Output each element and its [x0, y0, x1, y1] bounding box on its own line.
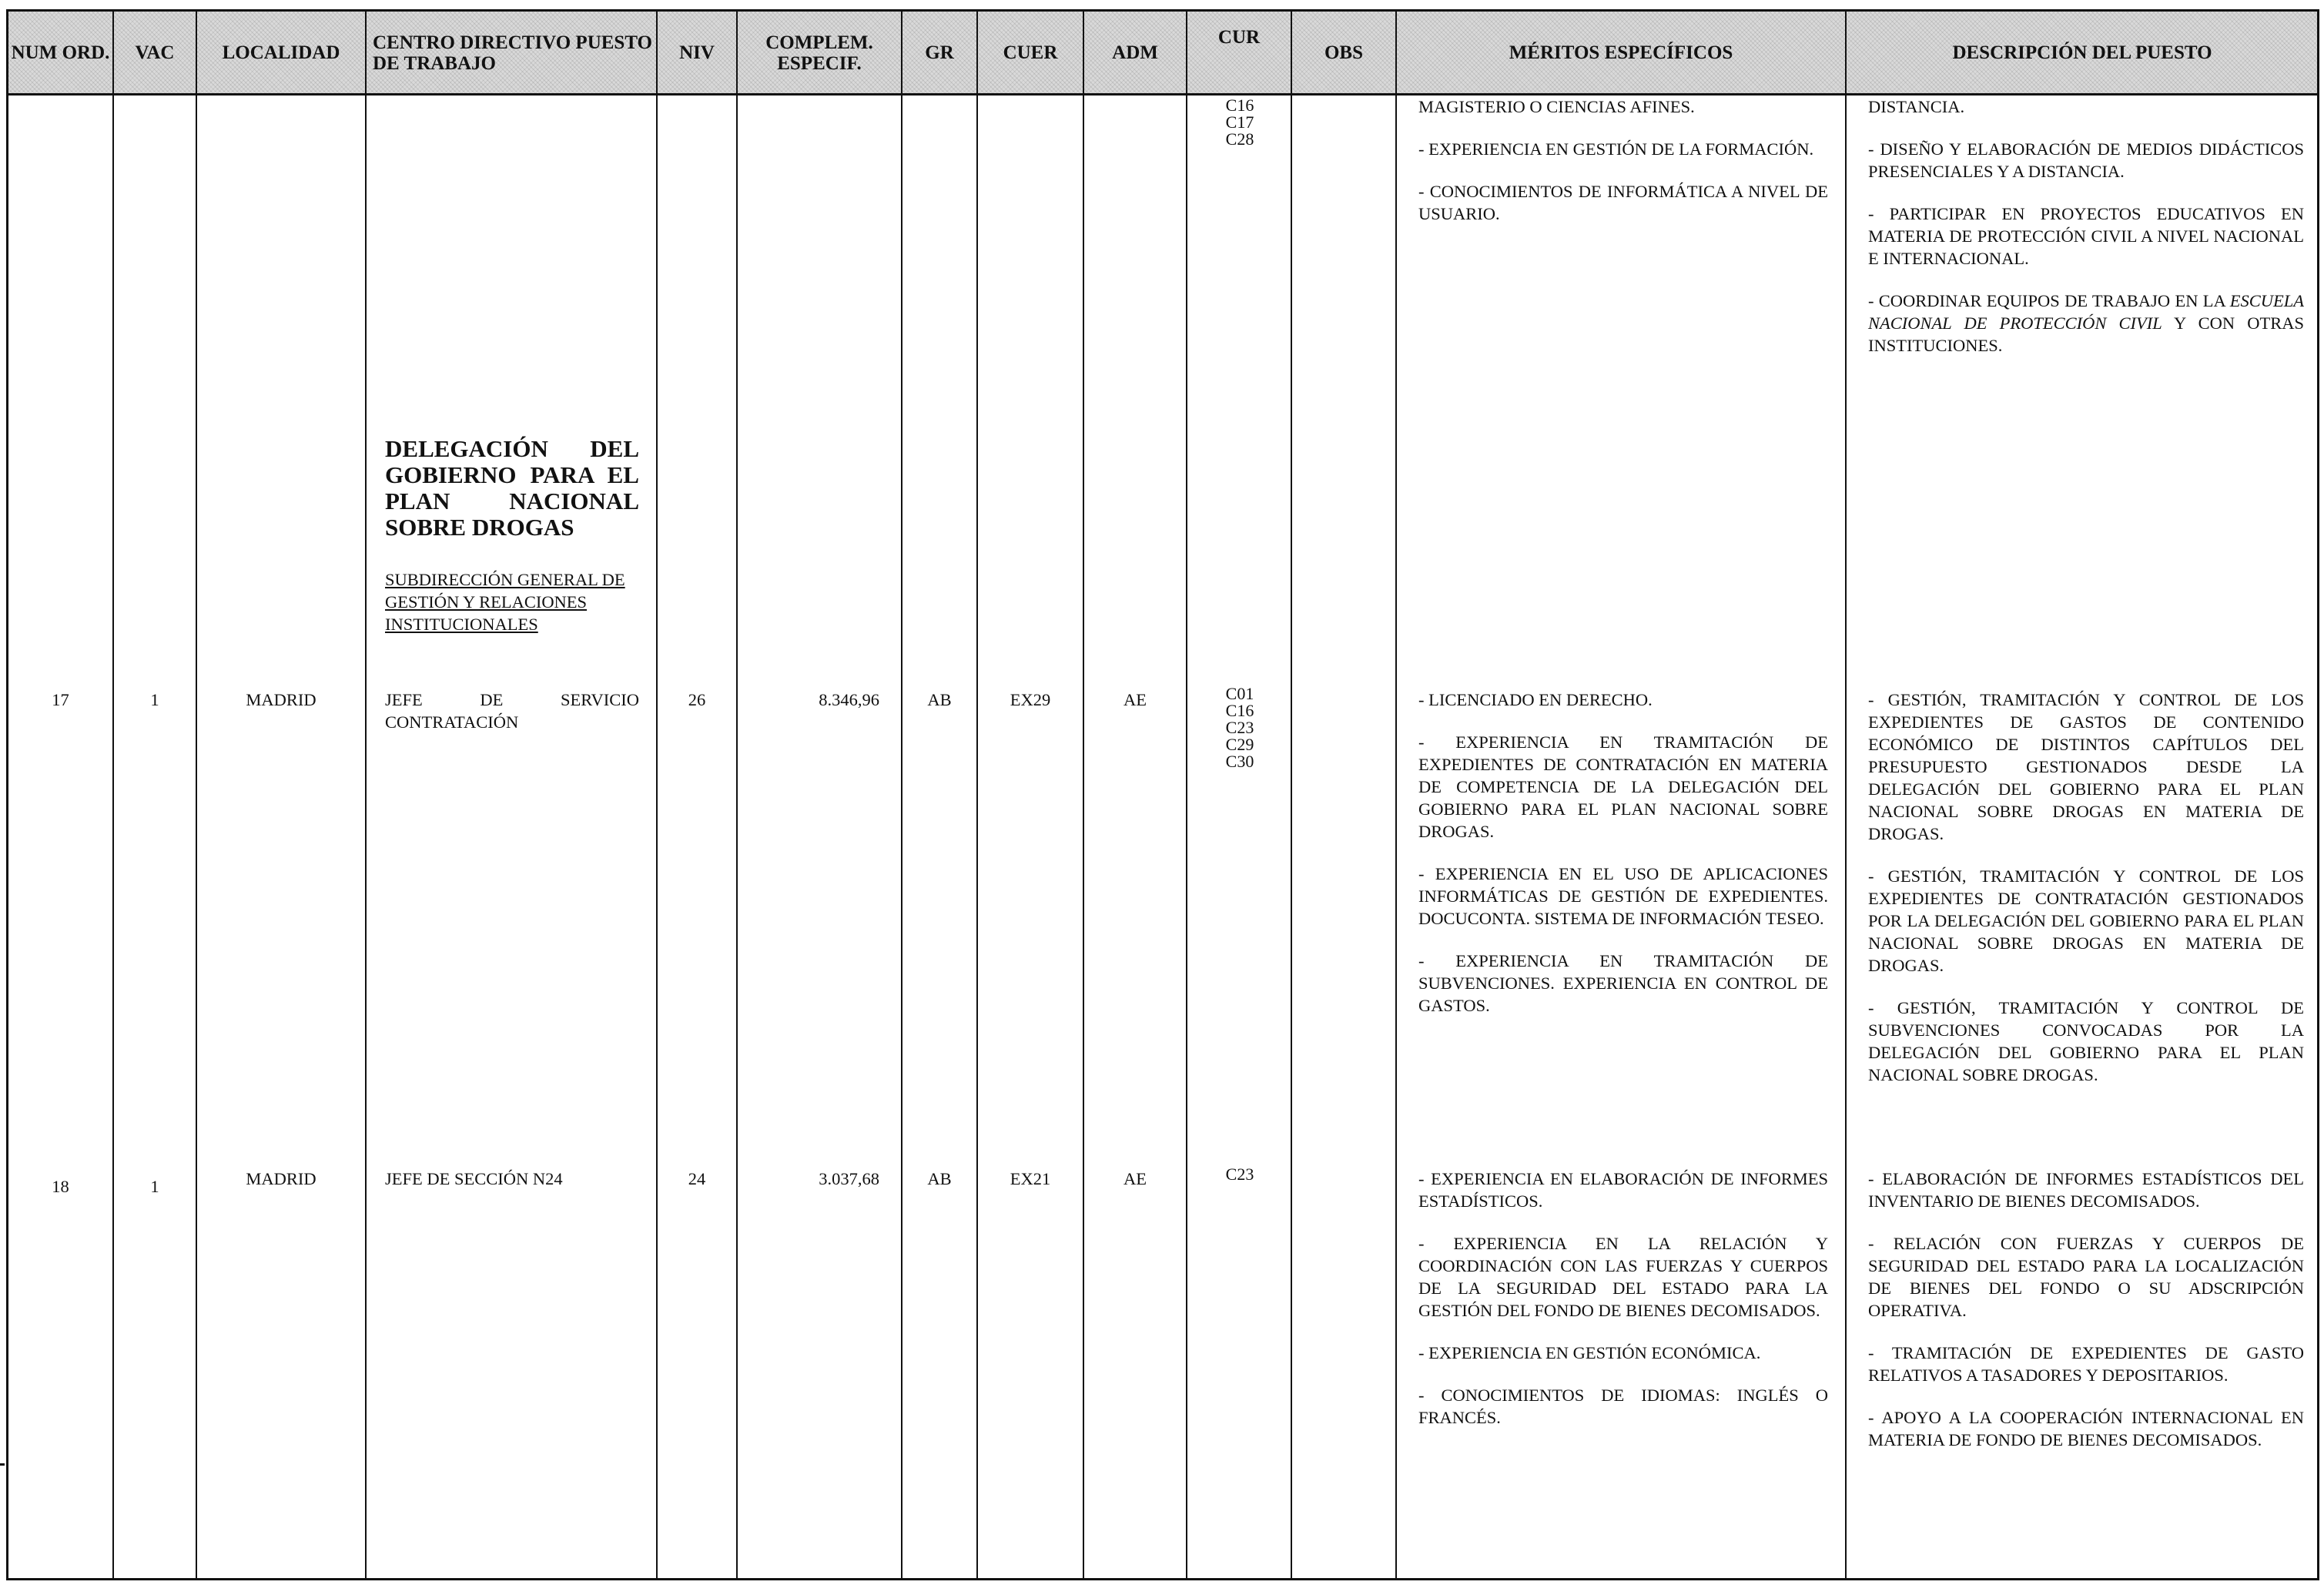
- descripcion-item: - DISEÑO Y ELABORACIÓN DE MEDIOS DIDÁCTICOS PRESENCIALES Y A DISTANCIA.: [1868, 139, 2304, 181]
- col-divider: [901, 9, 902, 1580]
- col-divider: [1186, 9, 1187, 1580]
- merito-item: - LICENCIADO EN DERECHO.: [1418, 690, 1653, 709]
- localidad-cell: MADRID: [246, 690, 316, 709]
- cur-code: C28: [1225, 129, 1254, 149]
- descripcion-item: - GESTIÓN, TRAMITACIÓN Y CONTROL DE SUBVENCIONES CONVOCADAS POR LA DELEGACIÓN DEL GOBIERNO PARA EL PLAN NACIONAL SOBRE DROGAS.: [1868, 998, 2304, 1084]
- puesto-cell: JEFE DE SERVICIO CONTRATACIÓN: [385, 690, 639, 732]
- adm-cell: AE: [1123, 690, 1147, 709]
- merito-item: - EXPERIENCIA EN GESTIÓN ECONÓMICA.: [1418, 1343, 1761, 1362]
- merito-item: MAGISTERIO O CIENCIAS AFINES.: [1418, 97, 1695, 116]
- complem-cell: 8.346,96: [819, 690, 879, 709]
- centro-directivo-heading: DELEGACIÓN DEL GOBIERNO PARA EL PLAN NACIONAL SOBRE DROGAS: [385, 435, 639, 541]
- col-divider: [1395, 9, 1397, 1580]
- merito-item: - CONOCIMIENTOS DE IDIOMAS: INGLÉS O FRANCÉS.: [1418, 1386, 1828, 1427]
- merito-item: - CONOCIMIENTOS DE INFORMÁTICA A NIVEL DE USUARIO.: [1418, 182, 1828, 223]
- col-divider: [976, 9, 978, 1580]
- cur-code: C01: [1225, 684, 1254, 703]
- merito-item: - EXPERIENCIA EN TRAMITACIÓN DE EXPEDIENTES DE CONTRATACIÓN EN MATERIA DE COMPETENCIA DE LA DELEGACIÓN DEL GOBIERNO PARA EL PLAN NACIONAL SOBRE DROGAS.: [1418, 732, 1828, 841]
- col-divider: [365, 9, 367, 1580]
- header-niv: NIV: [679, 42, 715, 63]
- merito-item: - EXPERIENCIA EN TRAMITACIÓN DE SUBVENCIONES. EXPERIENCIA EN CONTROL DE GASTOS.: [1418, 951, 1828, 1015]
- vac-cell: 1: [150, 690, 159, 709]
- header-descripcion: DESCRIPCIÓN DEL PUESTO: [1952, 42, 2212, 63]
- col-divider: [1291, 9, 1292, 1580]
- cur-code: C23: [1225, 1164, 1254, 1184]
- col-divider: [656, 9, 658, 1580]
- descripcion-item: - GESTIÓN, TRAMITACIÓN Y CONTROL DE LOS EXPEDIENTES DE CONTRATACIÓN GESTIONADOS POR LA DELEGACIÓN DEL GOBIERNO PARA EL PLAN NACIONAL SOBRE DROGAS EN MATERIA DE DROGAS.: [1868, 866, 2304, 975]
- merito-item: - EXPERIENCIA EN GESTIÓN DE LA FORMACIÓN.: [1418, 139, 1814, 159]
- descripcion-cell: [1868, 1168, 2304, 1471]
- cur-code: C29: [1225, 735, 1254, 754]
- meritos-cell: [1418, 689, 1828, 1037]
- header-centro-directivo: CENTRO DIRECTIVO PUESTO DE TRABAJO: [373, 32, 653, 74]
- header-num-ord: NUM ORD.: [11, 42, 110, 63]
- col-divider: [1845, 9, 1847, 1580]
- cur-codes-cell: [1201, 1166, 1278, 1183]
- num-ord-cell: 17: [52, 690, 69, 709]
- continuation-descripcion: [1868, 96, 2304, 377]
- col-divider: [112, 9, 114, 1580]
- col-divider: [196, 9, 197, 1580]
- descripcion-text: - COORDINAR EQUIPOS DE TRABAJO EN LA: [1868, 291, 2225, 310]
- descripcion-item: - ELABORACIÓN DE INFORMES ESTADÍSTICOS DEL INVENTARIO DE BIENES DECOMISADOS.: [1868, 1169, 2304, 1211]
- header-meritos: MÉRITOS ESPECÍFICOS: [1509, 42, 1733, 63]
- header-gr: GR: [925, 42, 954, 63]
- niv-cell: 24: [688, 1169, 706, 1188]
- cuer-cell: EX29: [1010, 690, 1051, 709]
- descripcion-item: - RELACIÓN CON FUERZAS Y CUERPOS DE SEGURIDAD DEL ESTADO PARA LA LOCALIZACIÓN DE BIENES DEL FONDO O SU ADSCRIPCIÓN OPERATIVA.: [1868, 1234, 2304, 1320]
- cur-codes-cell: [1201, 685, 1278, 770]
- header-cur: CUR: [1217, 27, 1261, 48]
- cur-code: C30: [1225, 752, 1254, 771]
- header-obs: OBS: [1324, 42, 1364, 63]
- descripcion-italic-text: ESCUELA NACIONAL DE PROTECCIÓN CIVIL: [1868, 291, 2305, 333]
- vac-cell: 1: [150, 1177, 159, 1196]
- gr-cell: AB: [927, 690, 952, 709]
- niv-cell: 26: [688, 690, 706, 709]
- puesto-cell: JEFE DE SECCIÓN N24: [385, 1169, 563, 1188]
- merito-item: - EXPERIENCIA EN EL USO DE APLICACIONES INFORMÁTICAS DE GESTIÓN DE EXPEDIENTES. DOCUCONTA. SISTEMA DE INFORMACIÓN TESEO.: [1418, 864, 1828, 928]
- cur-code: C23: [1225, 718, 1254, 737]
- cur-code: C17: [1225, 112, 1254, 132]
- header-complem-especif: COMPLEM. ESPECIF.: [765, 32, 873, 74]
- header-vac: VAC: [135, 42, 175, 63]
- header-localidad: LOCALIDAD: [222, 42, 340, 63]
- descripcion-item: DISTANCIA.: [1868, 97, 1965, 116]
- subdireccion-heading: SUBDIRECCIÓN GENERAL DE GESTIÓN Y RELACIONES INSTITUCIONALES: [385, 570, 625, 634]
- continuation-meritos: [1418, 96, 1828, 245]
- continuation-cur-codes: [1201, 97, 1278, 148]
- cur-code: C16: [1225, 701, 1254, 720]
- meritos-cell: [1418, 1168, 1828, 1449]
- adm-cell: AE: [1123, 1169, 1147, 1188]
- header-cuer: CUER: [1003, 42, 1058, 63]
- descripcion-item: - PARTICIPAR EN PROYECTOS EDUCATIVOS EN MATERIA DE PROTECCIÓN CIVIL A NIVEL NACIONAL E INTERNACIONAL.: [1868, 204, 2304, 268]
- col-divider: [1083, 9, 1084, 1580]
- descripcion-item: - APOYO A LA COOPERACIÓN INTERNACIONAL EN MATERIA DE FONDO DE BIENES DECOMISADOS.: [1868, 1408, 2304, 1449]
- descripcion-item: - GESTIÓN, TRAMITACIÓN Y CONTROL DE LOS EXPEDIENTES DE GASTOS DE CONTENIDO ECONÓMICO DE DISTINTOS CAPÍTULOS DEL PRESUPUESTO GESTIONADOS DESDE LA DELEGACIÓN DEL GOBIERNO PARA EL PLAN NACIONAL SOBRE DROGAS EN MATERIA DE DROGAS.: [1868, 690, 2304, 843]
- complem-cell: 3.037,68: [819, 1169, 879, 1188]
- col-divider: [736, 9, 738, 1580]
- descripcion-cell: [1868, 689, 2304, 1106]
- descripcion-text: Y CON OTRAS INSTITUCIONES.: [1868, 313, 2304, 355]
- descripcion-item: [1868, 290, 2304, 357]
- header-adm: ADM: [1112, 42, 1158, 63]
- gr-cell: AB: [927, 1169, 952, 1188]
- merito-item: - EXPERIENCIA EN LA RELACIÓN Y COORDINACIÓN CON LAS FUERZAS Y CUERPOS DE LA SEGURIDAD DEL ESTADO PARA LA GESTIÓN DEL FONDO DE BIENES DECOMISADOS.: [1418, 1234, 1828, 1320]
- descripcion-item: - TRAMITACIÓN DE EXPEDIENTES DE GASTO RELATIVOS A TASADORES Y DEPOSITARIOS.: [1868, 1343, 2304, 1385]
- cur-code: C16: [1225, 96, 1254, 115]
- merito-item: - EXPERIENCIA EN ELABORACIÓN DE INFORMES ESTADÍSTICOS.: [1418, 1169, 1828, 1211]
- localidad-cell: MADRID: [246, 1169, 316, 1188]
- num-ord-cell: 18: [52, 1177, 69, 1196]
- cuer-cell: EX21: [1010, 1169, 1051, 1188]
- margin-mark: [0, 1463, 5, 1466]
